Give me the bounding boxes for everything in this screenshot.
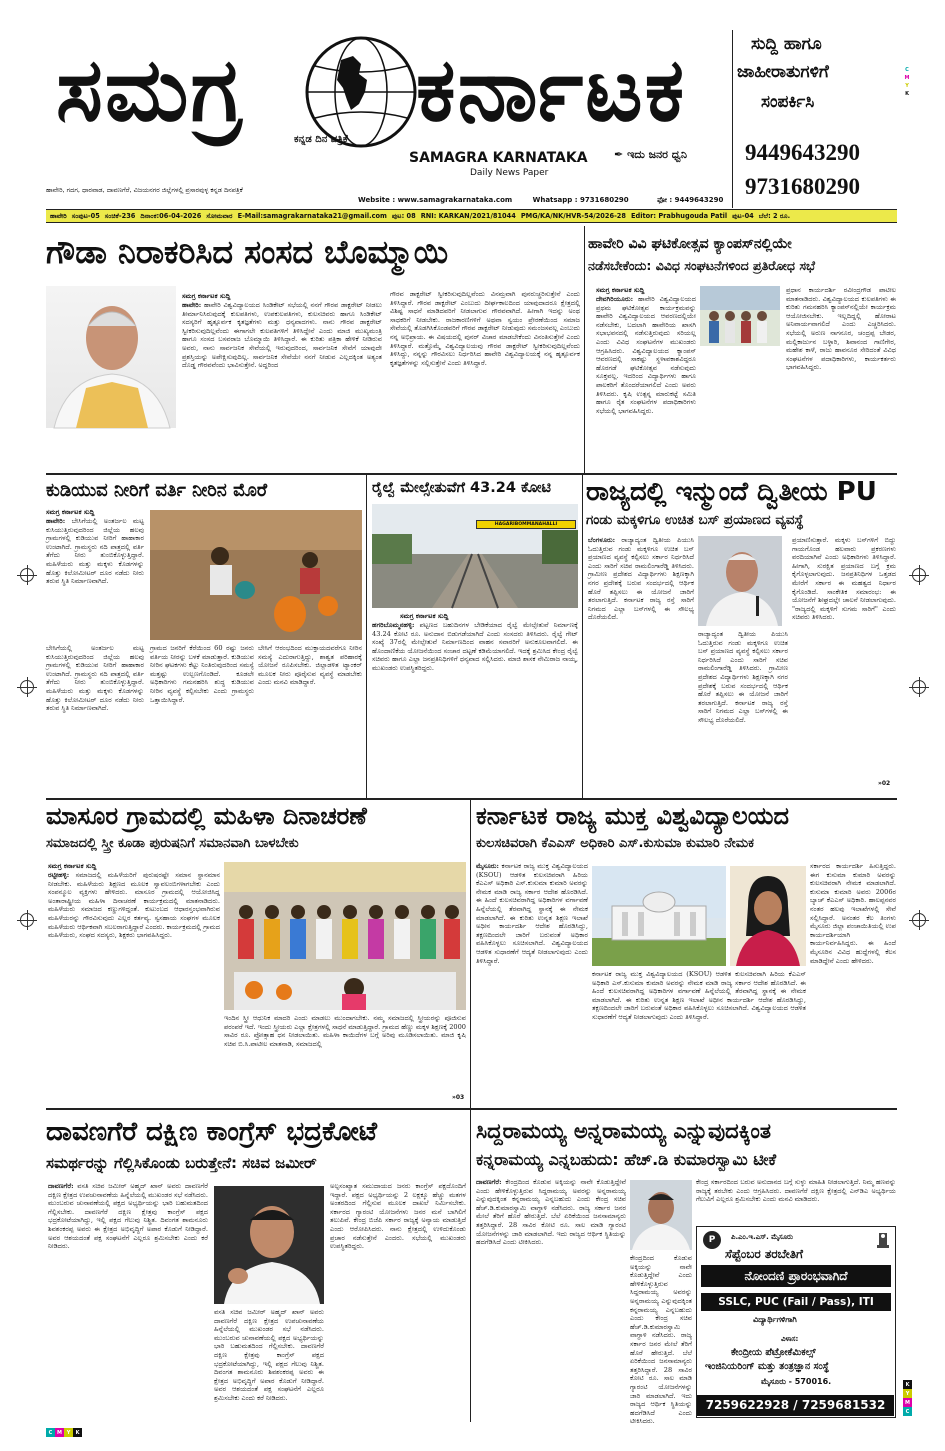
article-free-bus: ರಾಜ್ಯದಲ್ಲಿ ಇನ್ಮುಂದೆ ದ್ವಿತೀಯ PU ಗಂಡು ಮಕ್ಕಳಿಗೂ ಉಚಿತ ಬಸ್ ಪ್ರಯಾಣದ ವ್ಯವಸ್ಥೆ ಬೆಂಗಳೂರು: ರಾಜ್ಯಾದ್ಯಂತ ದ್ವಿತೀಯ ಪಿಯುಸಿ ಓದುತ್ತಿರುವ ಗಂಡು ಮಕ್ಕಳಿಗೂ ಉಚಿತ ಬಸ್ ಪ್ರಯಾಣದ ವ್ಯವಸ್ಥೆ ಕಲ್ಪಿಸಲು ಸರ್ಕಾರ ನಿರ್ಧರಿಸಿದೆ ಎಂದು ಸಾರಿಗೆ ಸಚಿವ ರಾಮಲಿಂಗಾರೆಡ್ಡಿ ತಿಳಿಸಿದರು. ಗ್ರಾಮೀಣ ಪ್ರದೇಶದ ವಿದ್ಯಾರ್ಥಿಗಳು ಶಿಕ್ಷಣಕ್ಕಾಗಿ ನಗರ ಪ್ರದೇಶಕ್ಕೆ ಬರುವ ಸಂದರ್ಭದಲ್ಲಿ ಆರ್ಥಿಕ ಹೊರೆ ತಪ್ಪಿಸಲು ಈ ಯೋಜನೆ ಜಾರಿಗೆ ತರಲಾಗುತ್ತಿದೆ. ಕರ್ನಾಟಕ ರಾಜ್ಯ ರಸ್ತೆ ಸಾರಿಗೆ ನಿಗಮದ ಎಲ್ಲಾ ಬಸ್‌ಗಳಲ್ಲಿ ಈ ಸೌಲಭ್ಯ ದೊರೆಯಲಿದೆ. ರಾಜ್ಯಾದ್ಯಂತ ದ್ವಿತೀಯ ಪಿಯುಸಿ ಓದುತ್ತಿರುವ ಗಂಡು ಮಕ್ಕಳಿಗೂ ಉಚಿತ ಬಸ್ ಪ್ರಯಾಣದ ವ್ಯವಸ್ಥೆ ಕಲ್ಪಿಸಲು ಸರ್ಕಾರ ನಿರ್ಧರಿಸಿದೆ ಎಂದು ಸಾರಿಗೆ ಸಚಿವ ರಾಮಲಿಂಗಾರೆಡ್ಡಿ ತಿಳಿಸಿದರು. ಗ್ರಾಮೀಣ ಪ್ರದೇಶದ ವಿದ್ಯಾರ್ಥಿಗಳು ಶಿಕ್ಷಣಕ್ಕಾಗಿ ನಗರ ಪ್ರದೇಶಕ್ಕೆ ಬರುವ ಸಂದರ್ಭದಲ್ಲಿ ಆರ್ಥಿಕ ಹೊರೆ ತಪ್ಪಿಸಲು ಈ ಯೋಜನೆ ಜಾರಿಗೆ ತರಲಾಗುತ್ತಿದೆ. ಕರ್ನಾಟಕ ರಾಜ್ಯ ರಸ್ತೆ ಸಾರಿಗೆ ನಿಗಮದ ಎಲ್ಲಾ ಬಸ್‌ಗಳಲ್ಲಿ ಈ ಸೌಲಭ್ಯ ದೊರೆಯಲಿದೆ. ಪ್ರಯಾಣಿಸುತ್ತಾರೆ. ಮಕ್ಕಳು ಬಸ್‌ಗಳಿಗೆ ಬಿದ್ದು ಗಾಯಗೊಂಡ ಹಲವಾರು ಪ್ರಕರಣಗಳು ವರದಿಯಾಗಿವೆ ಎಂದು ಅಧಿಕಾರಿಗಳು ತಿಳಿಸಿದ್ದಾರೆ. ಹೀಗಾಗಿ, ಸುರಕ್ಷಿತ ಪ್ರಯಾಣದ ಬಗ್ಗೆ ಕ್ರಮ ಕೈಗೊಳ್ಳಲಾಗುವುದು. ಜನಪ್ರತಿನಿಧಿಗಳ ಒತ್ತಡದ ಮೇರೆಗೆ ಸರ್ಕಾರ ಈ ಮಹತ್ವದ ನಿರ್ಧಾರ ಕೈಗೊಂಡಿದೆ. ಸಾಂಕೇತಿಕ ಸಮಾರಂಭ: ಈ ಯೋಜನೆಗೆ ಶೀಘ್ರದಲ್ಲೇ ಚಾಲನೆ ನೀಡಲಾಗುವುದು. "ರಾಜ್ಯದಲ್ಲಿ ಮಕ್ಕಳಿಗೆ ಸುಗಮ ಸಾರಿಗೆ" ಎಂದು ಸಚಿವರು ತಿಳಿಸಿದರು. »02 [586,476,898,796]
article-body-col2: ಕರ್ನಾಟಕ ರಾಜ್ಯ ಮುಕ್ತ ವಿಶ್ವವಿದ್ಯಾಲಯದ (KSOU) ಆಡಳಿತ ಕುಲಸಚಿವರಾಗಿ ಹಿರಿಯ ಕೆಎಎಸ್ ಅಧಿಕಾರಿ ಎಸ್.ಕುಸುಮಾ ಕುಮಾರಿ ಅವರನ್ನು ನೇಮಕ ಮಾಡಿ ರಾಜ್ಯ ಸರ್ಕಾರ ಆದೇಶ ಹೊರಡಿಸಿದೆ. ಈ ಹಿಂದೆ ಕುಲಸಚಿವರಾಗಿದ್ದ ಅಧಿಕಾರಿಗಳ ವರ್ಗಾವಣೆ ಹಿನ್ನೆಲೆಯಲ್ಲಿ ತೆರವಾಗಿದ್ದ ಸ್ಥಾನಕ್ಕೆ ಈ ನೇಮಕ ಮಾಡಲಾಗಿದೆ. ಈ ಕುರಿತು ಉನ್ನತ ಶಿಕ್ಷಣ ಇಲಾಖೆ ಅಧೀನ ಕಾರ್ಯದರ್ಶಿ ಆದೇಶ ಹೊರಡಿಸಿದ್ದು, ತಕ್ಷಣದಿಂದಲೇ ಜಾರಿಗೆ ಬರುವಂತೆ ಅಧಿಕಾರ ವಹಿಸಿಕೊಳ್ಳಲು ಸೂಚಿಸಲಾಗಿದೆ. ವಿಶ್ವವಿದ್ಯಾಲಯದ ಆಡಳಿತ ಸುಧಾರಣೆಗೆ ಆದ್ಯತೆ ನೀಡಲಾಗುವುದು ಎಂದು ತಿಳಿಸಿದ್ದಾರೆ. [592,970,806,1021]
registration-mark [912,680,926,694]
byline: ಸಮಗ್ರ ಕರ್ನಾಟಕ ಸುದ್ದಿ [48,862,97,870]
dateline: ಹಗರಿಬೊಮ್ಮನಹಳ್ಳಿ: [372,621,415,629]
subhead: ಕುಲಸಚಿವರಾಗಿ ಕೆಎಎಸ್ ಅಧಿಕಾರಿ ಎಸ್.ಕುಸುಮಾ ಕುಮಾರಿ ನೇಮಕ [476,836,754,851]
article-railway-bridge: ರೈಲ್ವೆ ಮೇಲ್ಸೇತುವೆಗೆ 43.24 ಕೋಟಿ HAGARIBOMMANAHALLI ಸಮಗ್ರ ಕರ್ನಾಟಕ ಸುದ್ದಿ ಹಗರಿಬೊಮ್ಮನಹಳ್ಳಿ: ಪಟ್ಟಣದ ಬಹುದಿನಗಳ ಬೇಡಿಕೆಯಾದ ರೈಲ್ವೆ ಮೇಲ್ಸೇತುವೆ ನಿರ್ಮಾಣಕ್ಕೆ 43.24 ಕೋಟಿ ರೂ. ಅನುದಾನ ಬಿಡುಗಡೆಯಾಗಿದೆ ಎಂದು ಸಂಸದರು ತಿಳಿಸಿದರು. ರೈಲ್ವೆ ಗೇಟ್ ಸಂಖ್ಯೆ 37ರಲ್ಲಿ ಮೇಲ್ಸೇತುವೆ ನಿರ್ಮಾಣದಿಂದ ವಾಹನ ಸವಾರರಿಗೆ ಅನುಕೂಲವಾಗಲಿದೆ. ಈ ಹೊಂದಾಣಿಕೆಯ ಯೋಜನೆಯಿಂದ ಸಂಚಾರ ದಟ್ಟಣೆ ಕಡಿಮೆಯಾಗಲಿದೆ. ಇದಕ್ಕೆ ಶ್ರಮಿಸಿದ ಕೇಂದ್ರ ರೈಲ್ವೆ ಸಚಿವರು ಹಾಗೂ ಎಲ್ಲಾ ಜನಪ್ರತಿನಿಧಿಗಳಿಗೆ ಧನ್ಯವಾದ ಸಲ್ಲಿಸಿದರು. ಮಾಜಿ ಶಾಸಕ ನೇಮಿರಾಜ ನಾಯ್ಕ, ಮುಖಂಡರು ಉಪಸ್ಥಿತರಿದ್ದರು. [372,480,578,672]
ad-top-label: ಪಿ.ಎಂ.ಇ.ಎಸ್. ಮೈಸೂರು [731,1233,793,1241]
article-haveri-protest: ಹಾವೇರಿ ವಿವಿ ಘಟಿಕೋತ್ಸವ ಕ್ಯಾಂಪಸ್‌ನಲ್ಲಿಯೇ ನಡೆಸಬೇಕೆಂದು: ವಿವಿಧ ಸಂಘಟನೆಗಳಿಂದ ಪ್ರತಿರೋಧ ಸಭೆ ಸಮಗ್ರ ಕರ್ನಾಟಕ ಸುದ್ದಿ ದೇವಗಿರಿಯೂರು: ಹಾವೇರಿ ವಿಶ್ವವಿದ್ಯಾಲಯದ ಪ್ರಥಮ ಘಟಿಕೋತ್ಸವ ಕಾರ್ಯಕ್ರಮವನ್ನು ಹಾವೇರಿ ವಿಶ್ವವಿದ್ಯಾಲಯದ ಆವರಣದಲ್ಲಿಯೇ ನಡೆಸಬೇಕು, ಬದಲಾಗಿ ಹಾವೇರಿಯ ಖಾಸಗಿ ಸಭಾಭವನದಲ್ಲಿ ನಡೆಸುತ್ತಿರುವುದು ಸರಿಯಲ್ಲ ಎಂದು ವಿವಿಧ ಸಂಘಟನೆಗಳ ಮುಖಂಡರು ಆಗ್ರಹಿಸಿದರು. ವಿಶ್ವವಿದ್ಯಾಲಯದ ಕ್ಯಾಂಪಸ್ ಆವರಣದಲ್ಲಿ ಸಾಕಷ್ಟು ಸ್ಥಳಾವಕಾಶವಿದ್ದರೂ ಹೊರಗಡೆ ಘಟಿಕೋತ್ಸವ ನಡೆಸುವುದು ಸೂಕ್ತವಲ್ಲ. ಇದರಿಂದ ವಿದ್ಯಾರ್ಥಿಗಳು ಹಾಗೂ ಪಾಲಕರಿಗೆ ತೊಂದರೆಯಾಗಲಿದೆ ಎಂದು ಅವರು ತಿಳಿಸಿದರು. ಕೃಷಿ ಉತ್ಪನ್ನ ಮಾರುಕಟ್ಟೆ ಸಮಿತಿ ಹಾಗೂ ರೈತ ಸಂಘಟನೆಗಳ ಪದಾಧಿಕಾರಿಗಳು ಸಭೆಯಲ್ಲಿ ಭಾಗವಹಿಸಿದ್ದರು. ಪ್ರಧಾನ ಕಾರ್ಯದರ್ಶಿ ರವೀಂದ್ರಗೌಡ ಪಾಟೀಲ ಮಾತನಾಡಿದರು. ವಿಶ್ವವಿದ್ಯಾಲಯದ ಕುಲಪತಿಗಳು ಈ ಕುರಿತು ಗಮನಹರಿಸಿ ಕ್ಯಾಂಪಸ್‌ನಲ್ಲಿಯೇ ಕಾರ್ಯಕ್ರಮ ಆಯೋಜಿಸಬೇಕು. ಇಲ್ಲದಿದ್ದಲ್ಲಿ ಹೋರಾಟ ಅನಿವಾರ್ಯವಾಗಲಿದೆ ಎಂದು ಎಚ್ಚರಿಸಿದರು. ಸಭೆಯಲ್ಲಿ ಅರುಣ ನಾಗನೂರ, ಚಂದ್ರಪ್ಪ ಬೇಡರ, ಮಲ್ಲಿಕಾರ್ಜುನ ಬಳ್ಳಾರಿ, ಶಿವಾನಂದ ಗಾಣಿಗೇರ, ಮಹೇಶ ಕಾಳೆ, ರಾಜು ಹಾವನೂರ ಸೇರಿದಂತೆ ವಿವಿಧ ಸಂಘಟನೆಗಳ ಪದಾಧಿಕಾರಿಗಳು, ಕಾರ್ಯಕರ್ತರು ಭಾಗವಹಿಸಿದ್ದರು. [588,226,898,472]
rule-v [366,474,367,798]
ad-line-3: ಸಂಪರ್ಕಿಸಿ [761,92,815,112]
masthead-slogan: ✒ ಇದು ಜನರ ಧ್ವನಿ [614,148,687,161]
dateline: ದೇವಗಿರಿಯೂರು: [596,295,634,303]
ad-phone-1: 9449643290 [745,140,860,165]
headline-line-1: ಹಾವೇರಿ ವಿವಿ ಘಟಿಕೋತ್ಸವ ಕ್ಯಾಂಪಸ್‌ನಲ್ಲಿಯೇ [588,236,792,252]
article-body-col3: ಪ್ರಯಾಣಿಸುತ್ತಾರೆ. ಮಕ್ಕಳು ಬಸ್‌ಗಳಿಗೆ ಬಿದ್ದು ಗಾಯಗೊಂಡ ಹಲವಾರು ಪ್ರಕರಣಗಳು ವರದಿಯಾಗಿವೆ ಎಂದು ಅಧಿಕಾರಿಗಳು ತಿಳಿಸಿದ್ದಾರೆ. ಹೀಗಾಗಿ, ಸುರಕ್ಷಿತ ಪ್ರಯಾಣದ ಬಗ್ಗೆ ಕ್ರಮ ಕೈಗೊಳ್ಳಲಾಗುವುದು. ಜನಪ್ರತಿನಿಧಿಗಳ ಒತ್ತಡದ ಮೇರೆಗೆ ಸರ್ಕಾರ ಈ ಮಹತ್ವದ ನಿರ್ಧಾರ ಕೈಗೊಂಡಿದೆ. ಸಾಂಕೇತಿಕ ಸಮಾರಂಭ: ಈ ಯೋಜನೆಗೆ ಶೀಘ್ರದಲ್ಲೇ ಚಾಲನೆ ನೀಡಲಾಗುವುದು. "ರಾಜ್ಯದಲ್ಲಿ ಮಕ್ಕಳಿಗೆ ಸುಗಮ ಸಾರಿಗೆ" ಎಂದು ಸಚಿವರು ತಿಳಿಸಿದರು. [792,536,896,622]
station-sign: HAGARIBOMMANAHALLI [476,520,576,529]
continued-marker: »02 [878,780,891,787]
ad-line-2: ಜಾಹೀರಾತುಗಳಿಗೆ [737,62,829,82]
article-body-col2: ಗೌರವ ಡಾಕ್ಟರೇಟ್ ಸ್ವೀಕರಿಸುವುದಿಲ್ಲವೆಂದು ವಿನಮ್ರವಾಗಿ ಪುನರುಚ್ಚರಿಸುತ್ತೇನೆ ಎಂದು ತಿಳಿಸಿದ್ದಾರೆ. ಗೌರವ ಡಾಕ್ಟರೇಟ್ ಎಂಬುದು ದೀರ್ಘಕಾಲದಿಂದ ಯಾವುದಾದರೂ ಕ್ಷೇತ್ರದಲ್ಲಿ ವಿಶಿಷ್ಟ ಸಾಧನೆ ಮಾಡಿದವರಿಗೆ ನೀಡಲಾಗುವ ಗೌರವವಾಗಿದೆ. ಹೀಗಾಗಿ ಇದನ್ನು ಅಂಥ ಸಾಧಕರಿಗೆ ನೀಡಬೇಕು. ರಾಜಕಾರಣಿಗಳಿಗೆ ಅಥವಾ ಸ್ವಯಂ ಪ್ರೇರಣೆಯಿಂದ ಸಮಾಜ ಸೇವೆಯಲ್ಲಿ ತೊಡಗಿಸಿಕೊಂಡವರಿಗೆ ಗೌರವ ಡಾಕ್ಟರೇಟ್ ನೀಡುವುದು ಸಮಂಜಸವಲ್ಲ ಎಂಬುದು ನನ್ನ ಅಭಿಪ್ರಾಯ. ಈ ವಿಷಯದಲ್ಲಿ ಪುನರ್ ವಿಚಾರ ಮಾಡಬೇಕೆಂದು ವಿನಂತಿಸುತ್ತೇನೆ ಎಂದು ತಿಳಿಸಿದ್ದಾರೆ. ಮತ್ತೊಮ್ಮೆ ವಿಶ್ವವಿದ್ಯಾಲಯವು ಗೌರವ ಡಾಕ್ಟರೇಟ್ ಸ್ವೀಕರಿಸುವುದಿಲ್ಲವೆಂದು ತಿಳಿಸಿದ್ದು, ನನ್ನನ್ನು ಗೌರವಿಸಲು ನಿರ್ಧರಿಸಿದ ಹಾವೇರಿ ವಿಶ್ವವಿದ್ಯಾಲಯಕ್ಕೆ ನನ್ನ ಹೃತ್ಪೂರ್ವಕ ಕೃತಜ್ಞತೆಗಳನ್ನು ಸಲ್ಲಿಸುತ್ತೇನೆ ಎಂದು ತಿಳಿಸಿದ್ದಾರೆ. [390,290,580,367]
registration-mark [20,913,34,927]
byline: ಸಮಗ್ರ ಕರ್ನಾಟಕ ಸುದ್ದಿ [182,292,231,300]
subhead: ಸಮಾಜದಲ್ಲಿ ಸ್ತ್ರೀ ಕೂಡಾ ಪುರುಷನಿಗೆ ಸಮಾನವಾಗಿ ಬಾಳಬೇಕು [46,836,299,851]
byline: ಸಮಗ್ರ ಕರ್ನಾಟಕ ಸುದ್ದಿ [596,286,645,294]
byline: ಸಮಗ್ರ ಕರ್ನಾಟಕ ಸುದ್ದಿ [400,612,449,620]
masthead [46,30,731,208]
headline-line-1: ರಾಜ್ಯದಲ್ಲಿ ಇನ್ಮುಂದೆ ದ್ವಿತೀಯ PU [586,477,877,507]
dateline: ರಟ್ಟೀಹಳ್ಳಿ: [48,871,70,879]
rule-h [46,473,897,475]
ad-institute-1: ಕೇಂದ್ರೀಯ ಪೆಟ್ರೋಕೆಮಿಕಲ್ಸ್ [731,1347,816,1358]
dateline: ಮೈಸೂರು: [476,862,499,870]
kusuma-kumari-photo [730,866,806,966]
dateline: ದಾವಣಗೆರೆ: [48,1182,74,1190]
subhead: ಕನ್ನರಾಮಯ್ಯ ಎನ್ನಬಹುದು: ಹೆಚ್.ಡಿ ಕುಮಾರಸ್ವಾಮಿ ಟೀಕೆ [476,1150,777,1169]
subhead: ಸಮರ್ಥರನ್ನು ಗೆಲ್ಲಿಸಿಕೊಂಡು ಬರುತ್ತೇನೆ: ಸಚಿವ ಜಮೀರ್ [46,1154,317,1172]
article-body-col2: ರಾಜ್ಯಾದ್ಯಂತ ದ್ವಿತೀಯ ಪಿಯುಸಿ ಓದುತ್ತಿರುವ ಗಂಡು ಮಕ್ಕಳಿಗೂ ಉಚಿತ ಬಸ್ ಪ್ರಯಾಣದ ವ್ಯವಸ್ಥೆ ಕಲ್ಪಿಸಲು ಸರ್ಕಾರ ನಿರ್ಧರಿಸಿದೆ ಎಂದು ಸಾರಿಗೆ ಸಚಿವ ರಾಮಲಿಂಗಾರೆಡ್ಡಿ ತಿಳಿಸಿದರು. ಗ್ರಾಮೀಣ ಪ್ರದೇಶದ ವಿದ್ಯಾರ್ಥಿಗಳು ಶಿಕ್ಷಣಕ್ಕಾಗಿ ನಗರ ಪ್ರದೇಶಕ್ಕೆ ಬರುವ ಸಂದರ್ಭದಲ್ಲಿ ಆರ್ಥಿಕ ಹೊರೆ ತಪ್ಪಿಸಲು ಈ ಯೋಜನೆ ಜಾರಿಗೆ ತರಲಾಗುತ್ತಿದೆ. ಕರ್ನಾಟಕ ರಾಜ್ಯ ರಸ್ತೆ ಸಾರಿಗೆ ನಿಗಮದ ಎಲ್ಲಾ ಬಸ್‌ಗಳಲ್ಲಿ ಈ ಸೌಲಭ್ಯ ದೊರೆಯಲಿದೆ. [698,630,788,724]
rule-v [582,474,583,798]
ksou-building-photo [592,866,726,966]
dateline: ಹಾವೇರಿ: [182,301,202,309]
quill-icon: ✒ [614,148,624,161]
headline: ಸಿದ್ದರಾಮಯ್ಯ ಅನ್ನರಾಮಯ್ಯ ಎನ್ನುವುದಕ್ಕಿಂತ [476,1119,771,1143]
protest-photo [700,286,780,346]
rule-v [470,1109,471,1422]
ad-audience: ವಿದ್ಯಾರ್ಥಿಗಳಿಗಾಗಿ [753,1315,797,1324]
headline: ದಾವಣಗೆರೆ ದಕ್ಷಿಣ ಕಾಂಗ್ರೆಸ್ ಭದ್ರಕೋಟೆ [46,1117,377,1147]
masthead-contact-line: Website : www.samagrakarnataka.com Whatsapp : 9731680290 ಫೋ : 9449643290 [358,196,724,204]
rule-v [470,799,471,1108]
article-body-col1b: ಕೇಂದ್ರದಿಂದ ಕೊಡುವ ಅಕ್ಕಿಯನ್ನು ನಾವೇ ಕೊಡುತ್ತಿದ್ದೇವೆ ಎಂದು ಹೇಳಿಕೊಳ್ಳುತ್ತಿರುವ ಸಿದ್ದರಾಮಯ್ಯ ಅವರನ್ನು ಅನ್ನರಾಮಯ್ಯ ಎನ್ನುವುದಕ್ಕಿಂತ ಕನ್ನರಾಮಯ್ಯ ಎನ್ನಬಹುದು ಎಂದು ಕೇಂದ್ರ ಸಚಿವ ಹೆಚ್.ಡಿ.ಕುಮಾರಸ್ವಾಮಿ ವಾಗ್ದಾಳಿ ನಡೆಸಿದರು. ರಾಜ್ಯ ಸರ್ಕಾರ ಜನರ ಮೇಲೆ ತೆರಿಗೆ ಹೊರೆ ಹೇರುತ್ತಿದೆ. ಬೆಲೆ ಏರಿಕೆಯಿಂದ ಜನಸಾಮಾನ್ಯರು ತತ್ತರಿಸಿದ್ದಾರೆ. 28 ಸಾವಿರ ಕೋಟಿ ರೂ. ಸಾಲ ಮಾಡಿ ಗ್ಯಾರಂಟಿ ಯೋಜನೆಗಳನ್ನು ಜಾರಿ ಮಾಡಲಾಗಿದೆ. ಇದು ರಾಜ್ಯದ ಆರ್ಥಿಕ ಸ್ಥಿತಿಯನ್ನು ಹದಗೆಡಿಸಿದೆ ಎಂದು ಟೀಕಿಸಿದರು. [630,1254,692,1426]
rule-v [584,226,585,473]
emblem-icon [875,1231,891,1249]
masthead-title-right: ಕರ್ನಾಟಕ [416,38,687,141]
masthead-name-en: SAMAGRA KARNATAKA [409,150,588,166]
ad-banner: ನೋಂದಣಿ ಪ್ರಾರಂಭವಾಗಿದೆ [701,1265,891,1287]
article-body-col2: ಕೇಂದ್ರ ಸರ್ಕಾರದಿಂದ ಬರುವ ಅನುದಾನದ ಬಗ್ಗೆ ಸುಳ್ಳು ಮಾಹಿತಿ ನೀಡಲಾಗುತ್ತಿದೆ. ನಿಮ್ಮ ಹಣವನ್ನು ರಾಜ್ಯಕ್ಕೆ ತರಬೇಕು ಎಂದು ಆಗ್ರಹಿಸಿದರು. ದಾವಣಗೆರೆ ದಕ್ಷಿಣ ಕ್ಷೇತ್ರದಲ್ಲಿ ಎನ್‌ಡಿಎ ಅಭ್ಯರ್ಥಿಯ ಗೆಲುವಿಗೆ ಎಲ್ಲರೂ ಶ್ರಮಿಸಬೇಕು ಎಂದು ಮನವಿ ಮಾಡಿದರು. [696,1178,896,1204]
article-body-col2: ಗ್ರಾಮದ ಜನರಿಗೆ ಕೆರೆಯಿಂದ 60 ರಷ್ಟು ಜನರು ವರ್ತಿಯ ನೀರನ್ನು ಬಳಕೆ ಮಾಡುತ್ತಾರೆ. ಕುಡಿಯುವ ನೀರಿನ ಘಟಕಗಳು ಕೆಟ್ಟು ನಿಂತಿರುವುದರಿಂದ ಸಮಸ್ಯೆ ಮತ್ತಷ್ಟು ಉಲ್ಬಣಗೊಂಡಿದೆ. ಕೂಡಲೇ ಅಧಿಕಾರಿಗಳು ಗಮನಹರಿಸಿ ಶುದ್ಧ ಕುಡಿಯುವ ನೀರಿನ ವ್ಯವಸ್ಥೆ ಕಲ್ಪಿಸಬೇಕು ಎಂದು ಗ್ರಾಮಸ್ಥರು ಒತ್ತಾಯಿಸಿದ್ದಾರೆ. [150,644,254,704]
cmyk-strip-bottom: C M Y K [46,1428,82,1437]
article-davangere-congress: ದಾವಣಗೆರೆ ದಕ್ಷಿಣ ಕಾಂಗ್ರೆಸ್ ಭದ್ರಕೋಟೆ ಸಮರ್ಥರನ್ನು ಗೆಲ್ಲಿಸಿಕೊಂಡು ಬರುತ್ತೇನೆ: ಸಚಿವ ಜಮೀರ್ ದಾವಣಗೆರೆ: ವಸತಿ ಸಚಿವ ಜಮೀರ್ ಅಹ್ಮದ್ ಖಾನ್ ಅವರು ದಾವಣಗೆರೆ ದಕ್ಷಿಣ ಕ್ಷೇತ್ರದ ಉಪಚುನಾವಣೆಯ ಹಿನ್ನೆಲೆಯಲ್ಲಿ ಮುಖಂಡರ ಸಭೆ ನಡೆಸಿದರು. ಮುಂಬರುವ ಚುನಾವಣೆಯಲ್ಲಿ ಪಕ್ಷದ ಅಭ್ಯರ್ಥಿಯನ್ನು ಭಾರಿ ಬಹುಮತದಿಂದ ಗೆಲ್ಲಿಸಬೇಕು. ದಾವಣಗೆರೆ ದಕ್ಷಿಣ ಕ್ಷೇತ್ರವು ಕಾಂಗ್ರೆಸ್ ಪಕ್ಷದ ಭದ್ರಕೋಟೆಯಾಗಿದ್ದು, ಇಲ್ಲಿ ಪಕ್ಷದ ಗೆಲುವು ನಿಶ್ಚಿತ. ದಿವಂಗತ ಶಾಮನೂರು ಶಿವಶಂಕರಪ್ಪ ಅವರು ಈ ಕ್ಷೇತ್ರದ ಅಭಿವೃದ್ಧಿಗೆ ಅಪಾರ ಕೊಡುಗೆ ನೀಡಿದ್ದಾರೆ. ಅವರ ಆಶಯದಂತೆ ಪಕ್ಷ ಸಂಘಟನೆಗೆ ಎಲ್ಲರೂ ಶ್ರಮಿಸಬೇಕು ಎಂದು ಕರೆ ನೀಡಿದರು. ಅಲ್ಪಸಂಖ್ಯಾತ ಸಮುದಾಯದ ಜನರು ಕಾಂಗ್ರೆಸ್ ಪಕ್ಷದೊಂದಿಗೆ ಇದ್ದಾರೆ. ಪಕ್ಷದ ಅಭ್ಯರ್ಥಿಯನ್ನು 2 ಲಕ್ಷಕ್ಕೂ ಹೆಚ್ಚು ಮತಗಳ ಅಂತರದಿಂದ ಗೆಲ್ಲಿಸುವ ಮೂಲಕ ದಾಖಲೆ ನಿರ್ಮಿಸಬೇಕು. ಸರ್ಕಾರದ ಗ್ಯಾರಂಟಿ ಯೋಜನೆಗಳು ಜನರ ಮನೆ ಬಾಗಿಲಿಗೆ ತಲುಪಿವೆ. ಕೇಂದ್ರ ಬಿಜೆಪಿ ಸರ್ಕಾರ ರಾಜ್ಯಕ್ಕೆ ಅನ್ಯಾಯ ಮಾಡುತ್ತಿದೆ ಎಂದು ಆರೋಪಿಸಿದರು. ನಾನು ಕ್ಷೇತ್ರದಲ್ಲಿ ಉಳಿದುಕೊಂಡು ಪ್ರಚಾರ ನಡೆಸುತ್ತೇನೆ ಎಂದರು. ಸಭೆಯಲ್ಲಿ ಮುಖಂಡರು ಉಪಸ್ಥಿತರಿದ್ದರು. ವಸತಿ ಸಚಿವ ಜಮೀರ್ ಅಹ್ಮದ್ ಖಾನ್ ಅವರು ದಾವಣಗೆರೆ ದಕ್ಷಿಣ ಕ್ಷೇತ್ರದ ಉಪಚುನಾವಣೆಯ ಹಿನ್ನೆಲೆಯಲ್ಲಿ ಮುಖಂಡರ ಸಭೆ ನಡೆಸಿದರು. ಮುಂಬರುವ ಚುನಾವಣೆಯಲ್ಲಿ ಪಕ್ಷದ ಅಭ್ಯರ್ಥಿಯನ್ನು ಭಾರಿ ಬಹುಮತದಿಂದ ಗೆಲ್ಲಿಸಬೇಕು. ದಾವಣಗೆರೆ ದಕ್ಷಿಣ ಕ್ಷೇತ್ರವು ಕಾಂಗ್ರೆಸ್ ಪಕ್ಷದ ಭದ್ರಕೋಟೆಯಾಗಿದ್ದು, ಇಲ್ಲಿ ಪಕ್ಷದ ಗೆಲುವು ನಿಶ್ಚಿತ. ದಿವಂಗತ ಶಾಮನೂರು ಶಿವಶಂಕರಪ್ಪ ಅವರು ಈ ಕ್ಷೇತ್ರದ ಅಭಿವೃದ್ಧಿಗೆ ಅಪಾರ ಕೊಡುಗೆ ನೀಡಿದ್ದಾರೆ. ಅವರ ಆಶಯದಂತೆ ಪಕ್ಷ ಸಂಘಟನೆಗೆ ಎಲ್ಲರೂ ಶ್ರಮಿಸಬೇಕು ಎಂದು ಕರೆ ನೀಡಿದರು. [46,1110,468,1420]
headline: ಕರ್ನಾಟಕ ರಾಜ್ಯ ಮುಕ್ತ ವಿಶ್ವವಿದ್ಯಾಲಯದ [476,802,789,830]
ad-institute-2: ಇಂಜಿನಿಯರಿಂಗ್ ಮತ್ತು ತಂತ್ರಜ್ಞಾನ ಸಂಸ್ಥೆ [705,1361,830,1372]
headline-line-2: ಗಂಡು ಮಕ್ಕಳಿಗೂ ಉಚಿತ ಬಸ್ ಪ್ರಯಾಣದ ವ್ಯವಸ್ಥೆ [586,512,804,528]
headline-line-2: ನಡೆಸಬೇಕೆಂದು: ವಿವಿಧ ಸಂಘಟನೆಗಳಿಂದ ಪ್ರತಿರೋಧ ಸಭೆ [588,258,815,273]
article-body-col3: ಬೇಸಿಗೆ ಆರಂಭದಿಂದ ಮುಕ್ತಾಯದವರೆಗೂ ನೀರಿನ ಸಮಸ್ಯೆ ಎದುರಾಗುತ್ತಿದ್ದು, ಶಾಶ್ವತ ಪರಿಹಾರಕ್ಕೆ ಯೋಜನೆ ರೂಪಿಸಬೇಕು. ಜಿಲ್ಲಾಡಳಿತ ಟ್ಯಾಂಕರ್ ಮೂಲಕ ನೀರು ಪೂರೈಸುವ ವ್ಯವಸ್ಥೆ ಮಾಡಬೇಕು ಎಂದು ಮನವಿ ಮಾಡಿದ್ದಾರೆ. [258,644,362,687]
info-bar: ಹಾವೇರಿ ಸಂಪುಟ-05 ಸಂಚಿಕೆ-236 ದಿನಾಂಕ:06-04-2026 ಸೋಮವಾರ E-Mail:samagrakarnataka21@gmail.com ಪುಟ: 08 RNI: KARKAN/2021/81044 PMG/KA/NK/HVR-54/2026-28 Editor: Prabhugouda Patil ಪುಟ-04 ಬೆಲೆ: 2 ರೂ. [46,209,897,223]
registration-mark [912,568,926,582]
masthead-tagline: ಕನ್ನಡ ದಿನ ಪತ್ರಿಕೆ [294,134,348,145]
ad-phones: 7259622928 / 7259681532 [697,1395,894,1416]
cmyk-vertical-top: C M Y K [904,67,910,97]
masthead-title-left: ಸಮಗ್ರ [56,38,244,141]
article-body-col2b: ವಸತಿ ಸಚಿವ ಜಮೀರ್ ಅಹ್ಮದ್ ಖಾನ್ ಅವರು ದಾವಣಗೆರೆ ದಕ್ಷಿಣ ಕ್ಷೇತ್ರದ ಉಪಚುನಾವಣೆಯ ಹಿನ್ನೆಲೆಯಲ್ಲಿ ಮುಖಂಡರ ಸಭೆ ನಡೆಸಿದರು. ಮುಂಬರುವ ಚುನಾವಣೆಯಲ್ಲಿ ಪಕ್ಷದ ಅಭ್ಯರ್ಥಿಯನ್ನು ಭಾರಿ ಬಹುಮತದಿಂದ ಗೆಲ್ಲಿಸಬೇಕು. ದಾವಣಗೆರೆ ದಕ್ಷಿಣ ಕ್ಷೇತ್ರವು ಕಾಂಗ್ರೆಸ್ ಪಕ್ಷದ ಭದ್ರಕೋಟೆಯಾಗಿದ್ದು, ಇಲ್ಲಿ ಪಕ್ಷದ ಗೆಲುವು ನಿಶ್ಚಿತ. ದಿವಂಗತ ಶಾಮನೂರು ಶಿವಶಂಕರಪ್ಪ ಅವರು ಈ ಕ್ಷೇತ್ರದ ಅಭಿವೃದ್ಧಿಗೆ ಅಪಾರ ಕೊಡುಗೆ ನೀಡಿದ್ದಾರೆ. ಅವರ ಆಶಯದಂತೆ ಪಕ್ಷ ಸಂಘಟನೆಗೆ ಎಲ್ಲರೂ ಶ್ರಮಿಸಬೇಕು ಎಂದು ಕರೆ ನೀಡಿದರು. [214,1308,324,1402]
ad-phone-2: 9731680290 [745,174,860,199]
headline: ರೈಲ್ವೆ ಮೇಲ್ಸೇತುವೆಗೆ 43.24 ಕೋಟಿ [372,480,551,496]
headline: ಗೌಡಾ ನಿರಾಕರಿಸಿದ ಸಂಸದ ಬೊಮ್ಮಾಯಿ [46,233,449,271]
water-photo [150,510,362,640]
article-body-col2: ಇಂದಿನ ಸ್ತ್ರೀ ಆಧುನಿಕ ಮಾದರಿ ಎಂದು ಮಾಡಲು ಮುಂದಾಗಬೇಕು. ನಮ್ಮ ಸಮಾಜದಲ್ಲಿ ಸ್ತ್ರೀಯರನ್ನು ಪೂಜಿಸುವ ಪರಂಪರೆ ಇದೆ. ಇಂದು ಸ್ತ್ರೀಯರು ಎಲ್ಲಾ ಕ್ಷೇತ್ರಗಳಲ್ಲಿ ಸಾಧನೆ ಮಾಡುತ್ತಿದ್ದಾರೆ. ಗ್ರಾಮದ ಹೆಣ್ಣು ಮಕ್ಕಳ ಶಿಕ್ಷಣಕ್ಕೆ 2000 ಸಾವಿರ ರೂ. ಪ್ರೋತ್ಸಾಹ ಧನ ನೀಡಲಾಯಿತು. ಮಹಿಳಾ ಕಾಯಿದೆಗಳ ಬಗ್ಗೆ ಅರಿವು ಮೂಡಿಸಲಾಯಿತು. ಮಾಜಿ ಕೃಷಿ ಸಚಿವ ಬಿ.ಸಿ.ಪಾಟೀಲ ಮಾತನಾಡಿ, ಸಮಾಜದಲ್ಲಿ [224,1014,466,1048]
cmyk-strip-right: K Y M C [903,1380,912,1416]
kumaraswamy-photo [630,1180,692,1250]
article-body-col2: ಅಲ್ಪಸಂಖ್ಯಾತ ಸಮುದಾಯದ ಜನರು ಕಾಂಗ್ರೆಸ್ ಪಕ್ಷದೊಂದಿಗೆ ಇದ್ದಾರೆ. ಪಕ್ಷದ ಅಭ್ಯರ್ಥಿಯನ್ನು 2 ಲಕ್ಷಕ್ಕೂ ಹೆಚ್ಚು ಮತಗಳ ಅಂತರದಿಂದ ಗೆಲ್ಲಿಸುವ ಮೂಲಕ ದಾಖಲೆ ನಿರ್ಮಿಸಬೇಕು. ಸರ್ಕಾರದ ಗ್ಯಾರಂಟಿ ಯೋಜನೆಗಳು ಜನರ ಮನೆ ಬಾಗಿಲಿಗೆ ತಲುಪಿವೆ. ಕೇಂದ್ರ ಬಿಜೆಪಿ ಸರ್ಕಾರ ರಾಜ್ಯಕ್ಕೆ ಅನ್ಯಾಯ ಮಾಡುತ್ತಿದೆ ಎಂದು ಆರೋಪಿಸಿದರು. ನಾನು ಕ್ಷೇತ್ರದಲ್ಲಿ ಉಳಿದುಕೊಂಡು ಪ್ರಚಾರ ನಡೆಸುತ್ತೇನೆ ಎಂದರು. ಸಭೆಯಲ್ಲಿ ಮುಖಂಡರು ಉಪಸ್ಥಿತರಿದ್ದರು. [330,1182,466,1251]
ad-courses: SSLC, PUC (Fail / Pass), ITI [701,1293,891,1311]
ad-headline-1: ಸೆಪ್ಟೆಂಬರ ತರಬೇತಿಗೆ [725,1247,804,1261]
ad-address-label: ವಿಳಾಸ: [781,1335,799,1343]
minister-photo [698,536,782,626]
portrait-icon [46,286,176,428]
article-body-col1b: ಬೇಸಿಗೆಯಲ್ಲಿ ಅಂತರ್ಜಲ ಮಟ್ಟ ಕುಸಿಯುತ್ತಿರುವುದರಿಂದ ಜಿಲ್ಲೆಯ ಹಲವು ಗ್ರಾಮಗಳಲ್ಲಿ ಕುಡಿಯುವ ನೀರಿಗೆ ಹಾಹಾಕಾರ ಉಂಟಾಗಿದೆ. ಗ್ರಾಮಸ್ಥರು ನದಿ ಪಾತ್ರದಲ್ಲಿ ವರ್ತಿ ತೆಗೆದು ನೀರು ತುಂಬಿಕೊಳ್ಳುತ್ತಿದ್ದಾರೆ. ಮಹಿಳೆಯರು ಮತ್ತು ಮಕ್ಕಳು ಕೊಡಗಳನ್ನು ಹೊತ್ತು ಕಿಲೋಮೀಟರ್ ದೂರ ನಡೆದು ನೀರು ತರುವ ಸ್ಥಿತಿ ನಿರ್ಮಾಣವಾಗಿದೆ. [46,644,144,713]
womens-day-photo [224,862,466,1010]
article-ksou: ಕರ್ನಾಟಕ ರಾಜ್ಯ ಮುಕ್ತ ವಿಶ್ವವಿದ್ಯಾಲಯದ ಕುಲಸಚಿವರಾಗಿ ಕೆಎಎಸ್ ಅಧಿಕಾರಿ ಎಸ್.ಕುಸುಮಾ ಕುಮಾರಿ ನೇಮಕ ಮೈಸೂರು: ಕರ್ನಾಟಕ ರಾಜ್ಯ ಮುಕ್ತ ವಿಶ್ವವಿದ್ಯಾಲಯದ (KSOU) ಆಡಳಿತ ಕುಲಸಚಿವರಾಗಿ ಹಿರಿಯ ಕೆಎಎಸ್ ಅಧಿಕಾರಿ ಎಸ್.ಕುಸುಮಾ ಕುಮಾರಿ ಅವರನ್ನು ನೇಮಕ ಮಾಡಿ ರಾಜ್ಯ ಸರ್ಕಾರ ಆದೇಶ ಹೊರಡಿಸಿದೆ. ಈ ಹಿಂದೆ ಕುಲಸಚಿವರಾಗಿದ್ದ ಅಧಿಕಾರಿಗಳ ವರ್ಗಾವಣೆ ಹಿನ್ನೆಲೆಯಲ್ಲಿ ತೆರವಾಗಿದ್ದ ಸ್ಥಾನಕ್ಕೆ ಈ ನೇಮಕ ಮಾಡಲಾಗಿದೆ. ಈ ಕುರಿತು ಉನ್ನತ ಶಿಕ್ಷಣ ಇಲಾಖೆ ಅಧೀನ ಕಾರ್ಯದರ್ಶಿ ಆದೇಶ ಹೊರಡಿಸಿದ್ದು, ತಕ್ಷಣದಿಂದಲೇ ಜಾರಿಗೆ ಬರುವಂತೆ ಅಧಿಕಾರ ವಹಿಸಿಕೊಳ್ಳಲು ಸೂಚಿಸಲಾಗಿದೆ. ವಿಶ್ವವಿದ್ಯಾಲಯದ ಆಡಳಿತ ಸುಧಾರಣೆಗೆ ಆದ್ಯತೆ ನೀಡಲಾಗುವುದು ಎಂದು ತಿಳಿಸಿದ್ದಾರೆ. ಕರ್ನಾಟಕ ರಾಜ್ಯ ಮುಕ್ತ ವಿಶ್ವವಿದ್ಯಾಲಯದ (KSOU) ಆಡಳಿತ ಕುಲಸಚಿವರಾಗಿ ಹಿರಿಯ ಕೆಎಎಸ್ ಅಧಿಕಾರಿ ಎಸ್.ಕುಸುಮಾ ಕುಮಾರಿ ಅವರನ್ನು ನೇಮಕ ಮಾಡಿ ರಾಜ್ಯ ಸರ್ಕಾರ ಆದೇಶ ಹೊರಡಿಸಿದೆ. ಈ ಹಿಂದೆ ಕುಲಸಚಿವರಾಗಿದ್ದ ಅಧಿಕಾರಿಗಳ ವರ್ಗಾವಣೆ ಹಿನ್ನೆಲೆಯಲ್ಲಿ ತೆರವಾಗಿದ್ದ ಸ್ಥಾನಕ್ಕೆ ಈ ನೇಮಕ ಮಾಡಲಾಗಿದೆ. ಈ ಕುರಿತು ಉನ್ನತ ಶಿಕ್ಷಣ ಇಲಾಖೆ ಅಧೀನ ಕಾರ್ಯದರ್ಶಿ ಆದೇಶ ಹೊರಡಿಸಿದ್ದು, ತಕ್ಷಣದಿಂದಲೇ ಜಾರಿಗೆ ಬರುವಂತೆ ಅಧಿಕಾರ ವಹಿಸಿಕೊಳ್ಳಲು ಸೂಚಿಸಲಾಗಿದೆ. ವಿಶ್ವವಿದ್ಯಾಲಯದ ಆಡಳಿತ ಸುಧಾರಣೆಗೆ ಆದ್ಯತೆ ನೀಡಲಾಗುವುದು ಎಂದು ತಿಳಿಸಿದ್ದಾರೆ. ಸರ್ಕಾರದ ಕಾರ್ಯದರ್ಶಿ ಹಿಸುತ್ತಿದ್ದರು. ಈಗ ಕುಸುಮಾ ಕುಮಾರಿ ಅವರನ್ನು ಕುಲಸಚಿವರಾಗಿ ನೇಮಕ ಮಾಡಲಾಗಿದೆ. ಕುಸುಮಾ ಕುಮಾರಿ ಅವರು 2006ರ ಬ್ಯಾಚ್ ಕೆಎಎಸ್ ಅಧಿಕಾರಿ. ಹಾಲಪ್ಪನವರ ನಂತರ ಹಲವು ಇಲಾಖೆಗಳಲ್ಲಿ ಸೇವೆ ಸಲ್ಲಿಸಿದ್ದಾರೆ. ಅನಂತರ ಕೆಲ ತಿಂಗಳು ಮೈಸೂರು ಜಿಲ್ಲಾ ಪಂಚಾಯಿತಿಯಲ್ಲಿ ಉಪ ಕಾರ್ಯದರ್ಶಿಯಾಗಿ ಕಾರ್ಯನಿರ್ವಹಿಸಿದ್ದರು. ಈ ಹಿಂದೆ ಮೈಸೂರಿನ ವಿವಿಧ ಹುದ್ದೆಗಳಲ್ಲಿ ಕೆಲಸ ಮಾಡಿದ್ದೇನೆ ಎಂದು ಹೇಳಿದರು. [474,800,898,1106]
article-womens-day: ಮಾಸೂರ ಗ್ರಾಮದಲ್ಲಿ ಮಹಿಳಾ ದಿನಾಚರಣೆ ಸಮಾಜದಲ್ಲಿ ಸ್ತ್ರೀ ಕೂಡಾ ಪುರುಷನಿಗೆ ಸಮಾನವಾಗಿ ಬಾಳಬೇಕು ಸಮಗ್ರ ಕರ್ನಾಟಕ ಸುದ್ದಿ ರಟ್ಟೀಹಳ್ಳಿ: ಸಮಾಜದಲ್ಲಿ ಮಹಿಳೆಯರಿಗೆ ಪುರುಷರಷ್ಟೇ ಸಮಾನ ಸ್ಥಾನಮಾನ ನೀಡಬೇಕು. ಮಹಿಳೆಯರು ಶಿಕ್ಷಣದ ಮೂಲಕ ಸ್ವಾವಲಂಬಿಗಳಾಗಬೇಕು ಎಂದು ಸಂಪನ್ಮೂಲ ವ್ಯಕ್ತಿಗಳು ಹೇಳಿದರು. ಮಾಸೂರ ಗ್ರಾಮದಲ್ಲಿ ಆಯೋಜಿಸಿದ್ದ ಅಂತಾರಾಷ್ಟ್ರೀಯ ಮಹಿಳಾ ದಿನಾಚರಣೆ ಕಾರ್ಯಕ್ರಮದಲ್ಲಿ ಮಾತನಾಡಿದರು. ಮಹಿಳೆಯರು ಸಮಾಜದ ಕಣ್ಣುಗಳಿದ್ದಂತೆ. ಕುಟುಂಬದ ಆಧಾರಸ್ತಂಭವಾಗಿರುವ ಮಹಿಳೆಯರನ್ನು ಗೌರವಿಸುವುದು ಎಲ್ಲರ ಕರ್ತವ್ಯ. ಸ್ವಸಹಾಯ ಸಂಘಗಳ ಮೂಲಕ ಮಹಿಳೆಯರು ಆರ್ಥಿಕವಾಗಿ ಸಬಲರಾಗುತ್ತಿದ್ದಾರೆ ಎಂದರು. ಕಾರ್ಯಕ್ರಮದಲ್ಲಿ ಗ್ರಾಮದ ಮಹಿಳೆಯರು, ಸಂಘದ ಸದಸ್ಯರು, ಶಿಕ್ಷಕರು ಭಾಗವಹಿಸಿದ್ದರು. ಇಂದಿನ ಸ್ತ್ರೀ ಆಧುನಿಕ ಮಾದರಿ ಎಂದು ಮಾಡಲು ಮುಂದಾಗಬೇಕು. ನಮ್ಮ ಸಮಾಜದಲ್ಲಿ ಸ್ತ್ರೀಯರನ್ನು ಪೂಜಿಸುವ ಪರಂಪರೆ ಇದೆ. ಇಂದು ಸ್ತ್ರೀಯರು ಎಲ್ಲಾ ಕ್ಷೇತ್ರಗಳಲ್ಲಿ ಸಾಧನೆ ಮಾಡುತ್ತಿದ್ದಾರೆ. ಗ್ರಾಮದ ಹೆಣ್ಣು ಮಕ್ಕಳ ಶಿಕ್ಷಣಕ್ಕೆ 2000 ಸಾವಿರ ರೂ. ಪ್ರೋತ್ಸಾಹ ಧನ ನೀಡಲಾಯಿತು. ಮಹಿಳಾ ಕಾಯಿದೆಗಳ ಬಗ್ಗೆ ಅರಿವು ಮೂಡಿಸಲಾಯಿತು. ಮಾಜಿ ಕೃಷಿ ಸಚಿವ ಬಿ.ಸಿ.ಪಾಟೀಲ ಮಾತನಾಡಿ, ಸಮಾಜದಲ್ಲಿ »03 [46,802,466,1101]
ad-city: ಮೈಸೂರು - 570016. [761,1377,832,1386]
zameer-photo [214,1186,324,1304]
dateline: ದಾವಣಗೆರೆ: [476,1178,502,1186]
article-water-crisis: ಕುಡಿಯುವ ನೀರಿಗೆ ವರ್ತಿ ನೀರಿನ ಮೊರೆ ಸಮಗ್ರ ಕರ್ನಾಟಕ ಸುದ್ದಿ ಹಾವೇರಿ: ಬೇಸಿಗೆಯಲ್ಲಿ ಅಂತರ್ಜಲ ಮಟ್ಟ ಕುಸಿಯುತ್ತಿರುವುದರಿಂದ ಜಿಲ್ಲೆಯ ಹಲವು ಗ್ರಾಮಗಳಲ್ಲಿ ಕುಡಿಯುವ ನೀರಿಗೆ ಹಾಹಾಕಾರ ಉಂಟಾಗಿದೆ. ಗ್ರಾಮಸ್ಥರು ನದಿ ಪಾತ್ರದಲ್ಲಿ ವರ್ತಿ ತೆಗೆದು ನೀರು ತುಂಬಿಕೊಳ್ಳುತ್ತಿದ್ದಾರೆ. ಮಹಿಳೆಯರು ಮತ್ತು ಮಕ್ಕಳು ಕೊಡಗಳನ್ನು ಹೊತ್ತು ಕಿಲೋಮೀಟರ್ ದೂರ ನಡೆದು ನೀರು ತರುವ ಸ್ಥಿತಿ ನಿರ್ಮಾಣವಾಗಿದೆ. ಬೇಸಿಗೆಯಲ್ಲಿ ಅಂತರ್ಜಲ ಮಟ್ಟ ಕುಸಿಯುತ್ತಿರುವುದರಿಂದ ಜಿಲ್ಲೆಯ ಹಲವು ಗ್ರಾಮಗಳಲ್ಲಿ ಕುಡಿಯುವ ನೀರಿಗೆ ಹಾಹಾಕಾರ ಉಂಟಾಗಿದೆ. ಗ್ರಾಮಸ್ಥರು ನದಿ ಪಾತ್ರದಲ್ಲಿ ವರ್ತಿ ತೆಗೆದು ನೀರು ತುಂಬಿಕೊಳ್ಳುತ್ತಿದ್ದಾರೆ. ಮಹಿಳೆಯರು ಮತ್ತು ಮಕ್ಕಳು ಕೊಡಗಳನ್ನು ಹೊತ್ತು ಕಿಲೋಮೀಟರ್ ದೂರ ನಡೆದು ನೀರು ತರುವ ಸ್ಥಿತಿ ನಿರ್ಮಾಣವಾಗಿದೆ. ಗ್ರಾಮದ ಜನರಿಗೆ ಕೆರೆಯಿಂದ 60 ರಷ್ಟು ಜನರು ವರ್ತಿಯ ನೀರನ್ನು ಬಳಕೆ ಮಾಡುತ್ತಾರೆ. ಕುಡಿಯುವ ನೀರಿನ ಘಟಕಗಳು ಕೆಟ್ಟು ನಿಂತಿರುವುದರಿಂದ ಸಮಸ್ಯೆ ಮತ್ತಷ್ಟು ಉಲ್ಬಣಗೊಂಡಿದೆ. ಕೂಡಲೇ ಅಧಿಕಾರಿಗಳು ಗಮನಹರಿಸಿ ಶುದ್ಧ ಕುಡಿಯುವ ನೀರಿನ ವ್ಯವಸ್ಥೆ ಕಲ್ಪಿಸಬೇಕು ಎಂದು ಗ್ರಾಮಸ್ಥರು ಒತ್ತಾಯಿಸಿದ್ದಾರೆ. ಬೇಸಿಗೆ ಆರಂಭದಿಂದ ಮುಕ್ತಾಯದವರೆಗೂ ನೀರಿನ ಸಮಸ್ಯೆ ಎದುರಾಗುತ್ತಿದ್ದು, ಶಾಶ್ವತ ಪರಿಹಾರಕ್ಕೆ ಯೋಜನೆ ರೂಪಿಸಬೇಕು. ಜಿಲ್ಲಾಡಳಿತ ಟ್ಯಾಂಕರ್ ಮೂಲಕ ನೀರು ಪೂರೈಸುವ ವ್ಯವಸ್ಥೆ ಮಾಡಬೇಕು ಎಂದು ಮನವಿ ಮಾಡಿದ್ದಾರೆ. [46,476,364,796]
byline: ಸಮಗ್ರ ಕರ್ನಾಟಕ ಸುದ್ದಿ [46,508,95,516]
dateline: ಬೆಂಗಳೂರು: [588,536,616,544]
article-body-col3: ಸರ್ಕಾರದ ಕಾರ್ಯದರ್ಶಿ ಹಿಸುತ್ತಿದ್ದರು. ಈಗ ಕುಸುಮಾ ಕುಮಾರಿ ಅವರನ್ನು ಕುಲಸಚಿವರಾಗಿ ನೇಮಕ ಮಾಡಲಾಗಿದೆ. ಕುಸುಮಾ ಕುಮಾರಿ ಅವರು 2006ರ ಬ್ಯಾಚ್ ಕೆಎಎಸ್ ಅಧಿಕಾರಿ. ಹಾಲಪ್ಪನವರ ನಂತರ ಹಲವು ಇಲಾಖೆಗಳಲ್ಲಿ ಸೇವೆ ಸಲ್ಲಿಸಿದ್ದಾರೆ. ಅನಂತರ ಕೆಲ ತಿಂಗಳು ಮೈಸೂರು ಜಿಲ್ಲಾ ಪಂಚಾಯಿತಿಯಲ್ಲಿ ಉಪ ಕಾರ್ಯದರ್ಶಿಯಾಗಿ ಕಾರ್ಯನಿರ್ವಹಿಸಿದ್ದರು. ಈ ಹಿಂದೆ ಮೈಸೂರಿನ ವಿವಿಧ ಹುದ್ದೆಗಳಲ್ಲಿ ಕೆಲಸ ಮಾಡಿದ್ದೇನೆ ಎಂದು ಹೇಳಿದರು. [810,862,896,965]
railway-photo [372,504,578,608]
headline: ಕುಡಿಯುವ ನೀರಿಗೆ ವರ್ತಿ ನೀರಿನ ಮೊರೆ [46,480,268,501]
continued-marker: »03 [452,1094,465,1101]
ad-line-1: ಸುದ್ದಿ ಹಾಗೂ [751,34,822,54]
article-kumaraswamy: ಸಿದ್ದರಾಮಯ್ಯ ಅನ್ನರಾಮಯ್ಯ ಎನ್ನುವುದಕ್ಕಿಂತ ಕನ್ನರಾಮಯ್ಯ ಎನ್ನಬಹುದು: ಹೆಚ್.ಡಿ ಕುಮಾರಸ್ವಾಮಿ ಟೀಕೆ ದಾವಣಗೆರೆ: ಕೇಂದ್ರದಿಂದ ಕೊಡುವ ಅಕ್ಕಿಯನ್ನು ನಾವೇ ಕೊಡುತ್ತಿದ್ದೇವೆ ಎಂದು ಹೇಳಿಕೊಳ್ಳುತ್ತಿರುವ ಸಿದ್ದರಾಮಯ್ಯ ಅವರನ್ನು ಅನ್ನರಾಮಯ್ಯ ಎನ್ನುವುದಕ್ಕಿಂತ ಕನ್ನರಾಮಯ್ಯ ಎನ್ನಬಹುದು ಎಂದು ಕೇಂದ್ರ ಸಚಿವ ಹೆಚ್.ಡಿ.ಕುಮಾರಸ್ವಾಮಿ ವಾಗ್ದಾಳಿ ನಡೆಸಿದರು. ರಾಜ್ಯ ಸರ್ಕಾರ ಜನರ ಮೇಲೆ ತೆರಿಗೆ ಹೊರೆ ಹೇರುತ್ತಿದೆ. ಬೆಲೆ ಏರಿಕೆಯಿಂದ ಜನಸಾಮಾನ್ಯರು ತತ್ತರಿಸಿದ್ದಾರೆ. 28 ಸಾವಿರ ಕೋಟಿ ರೂ. ಸಾಲ ಮಾಡಿ ಗ್ಯಾರಂಟಿ ಯೋಜನೆಗಳನ್ನು ಜಾರಿ ಮಾಡಲಾಗಿದೆ. ಇದು ರಾಜ್ಯದ ಆರ್ಥಿಕ ಸ್ಥಿತಿಯನ್ನು ಹದಗೆಡಿಸಿದೆ ಎಂದು ಟೀಕಿಸಿದರು. ಕೇಂದ್ರ ಸರ್ಕಾರದಿಂದ ಬರುವ ಅನುದಾನದ ಬಗ್ಗೆ ಸುಳ್ಳು ಮಾಹಿತಿ ನೀಡಲಾಗುತ್ತಿದೆ. ನಿಮ್ಮ ಹಣವನ್ನು ರಾಜ್ಯಕ್ಕೆ ತರಬೇಕು ಎಂದು ಆಗ್ರಹಿಸಿದರು. ದಾವಣಗೆರೆ ದಕ್ಷಿಣ ಕ್ಷೇತ್ರದಲ್ಲಿ ಎನ್‌ಡಿಎ ಅಭ್ಯರ್ಥಿಯ ಗೆಲುವಿಗೆ ಎಲ್ಲರೂ ಶ್ರಮಿಸಬೇಕು ಎಂದು ಮನವಿ ಮಾಡಿದರು. ಕೇಂದ್ರದಿಂದ ಕೊಡುವ ಅಕ್ಕಿಯನ್ನು ನಾವೇ ಕೊಡುತ್ತಿದ್ದೇವೆ ಎಂದು ಹೇಳಿಕೊಳ್ಳುತ್ತಿರುವ ಸಿದ್ದರಾಮಯ್ಯ ಅವರನ್ನು ಅನ್ನರಾಮಯ್ಯ ಎನ್ನುವುದಕ್ಕಿಂತ ಕನ್ನರಾಮಯ್ಯ ಎನ್ನಬಹುದು ಎಂದು ಕೇಂದ್ರ ಸಚಿವ ಹೆಚ್.ಡಿ.ಕುಮಾರಸ್ವಾಮಿ ವಾಗ್ದಾಳಿ ನಡೆಸಿದರು. ರಾಜ್ಯ ಸರ್ಕಾರ ಜನರ ಮೇಲೆ ತೆರಿಗೆ ಹೊರೆ ಹೇರುತ್ತಿದೆ. ಬೆಲೆ ಏರಿಕೆಯಿಂದ ಜನಸಾಮಾನ್ಯರು ತತ್ತರಿಸಿದ್ದಾರೆ. 28 ಸಾವಿರ ಕೋಟಿ ರೂ. ಸಾಲ ಮಾಡಿ ಗ್ಯಾರಂಟಿ ಯೋಜನೆಗಳನ್ನು ಜಾರಿ ಮಾಡಲಾಗಿದೆ. ಇದು ರಾಜ್ಯದ ಆರ್ಥಿಕ ಸ್ಥಿತಿಯನ್ನು ಹದಗೆಡಿಸಿದೆ ಎಂದು ಟೀಕಿಸಿದರು. P ಪಿ.ಎಂ.ಇ.ಎಸ್. ಮೈಸೂರು ಸೆಪ್ಟೆಂಬರ ತರಬೇತಿಗೆ ನೋಂದಣಿ ಪ್ರಾರಂಭವಾಗಿದೆ SSLC, PUC (Fail / Pass), ITI ವಿದ್ಯಾರ್ಥಿಗಳಿಗಾಗಿ ವಿಳಾಸ: ಕೇಂದ್ರೀಯ ಪೆಟ್ರೋಕೆಮಿಕಲ್ಸ್ ಇಂಜಿನಿಯರಿಂಗ್ ಮತ್ತು ತಂತ್ರಜ್ಞಾನ ಸಂಸ್ಥೆ ಮೈಸೂರು - 570016. 7259622928 / 7259681532 [474,1110,898,1420]
masthead-districts: ಹಾವೇರಿ, ಗದಗ, ಧಾರವಾಡ, ದಾವಣಗೆರೆ, ವಿಜಯನಗರ ಜಿಲ್ಲೆಗಳಲ್ಲಿ ಪ್ರಸಾರವುಳ್ಳ ಕನ್ನಡ ದಿನಪತ್ರಿಕೆ [46,186,243,194]
registration-mark [20,568,34,582]
article-body: ಹಾವೇರಿ ವಿಶ್ವವಿದ್ಯಾಲಯದ ಸಿಂಡಿಕೇಟ್ ಸಭೆಯಲ್ಲಿ ನನಗೆ ಗೌರವ ಡಾಕ್ಟರೇಟ್ ನೀಡಲು ತೀರ್ಮಾನಿಸಿರುವುದಕ್ಕೆ ಕುಲಪತಿಗಳು, ಉಪಕುಲಪತಿಗಳು, ಕುಲಸಚಿವರು ಹಾಗೂ ಸಿಂಡಿಕೇಟ್ ಸದಸ್ಯರಿಗೆ ಹೃತ್ಪೂರ್ವಕ ಕೃತಜ್ಞತೆಗಳು ಮತ್ತು ಧನ್ಯವಾದಗಳು. ನಾನು ಗೌರವ ಡಾಕ್ಟರೇಟ್ ಸ್ವೀಕರಿಸುವುದಿಲ್ಲವೆಂದು ಈಗಾಗಲೇ ಕುಲಪತಿಗಳಿಗೆ ತಿಳಿಸಿದ್ದೇನೆ ಎಂದು ಮಾಜಿ ಮುಖ್ಯಮಂತ್ರಿ ಹಾಗೂ ಸಂಸದ ಬಸವರಾಜ ಬೊಮ್ಮಾಯಿ ತಿಳಿಸಿದ್ದಾರೆ. ಈ ಕುರಿತು ಪತ್ರಿಕಾ ಹೇಳಿಕೆ ನೀಡಿರುವ ಅವರು, ನಾನು ಸಾರ್ವಜನಿಕ ಸೇವೆಯಲ್ಲಿ ಇರುವುದರಿಂದ, ಸಾರ್ವಜನಿಕ ಸೇವೆಗೆ ಯಾವುದೇ ಪ್ರಶಸ್ತಿಯನ್ನು ಅಪೇಕ್ಷಿಸುವುದಿಲ್ಲ. ಸಾರ್ವಜನಿಕ ಸೇವೆಯೇ ನನಗೆ ನೀಡುವ ಎಲ್ಲದಕ್ಕಿಂತ ಅತ್ಯಂತ ದೊಡ್ಡ ಗೌರವವೆಂದು ಭಾವಿಸುತ್ತೇನೆ. ಅದ್ದರಿಂದ [182,301,382,370]
training-ad [696,1226,896,1418]
masthead-subtitle-en: Daily News Paper [470,168,549,178]
headline: ಮಾಸೂರ ಗ್ರಾಮದಲ್ಲಿ ಮಹಿಳಾ ದಿನಾಚರಣೆ [46,802,367,830]
article-body-col2: ಪ್ರಧಾನ ಕಾರ್ಯದರ್ಶಿ ರವೀಂದ್ರಗೌಡ ಪಾಟೀಲ ಮಾತನಾಡಿದರು. ವಿಶ್ವವಿದ್ಯಾಲಯದ ಕುಲಪತಿಗಳು ಈ ಕುರಿತು ಗಮನಹರಿಸಿ ಕ್ಯಾಂಪಸ್‌ನಲ್ಲಿಯೇ ಕಾರ್ಯಕ್ರಮ ಆಯೋಜಿಸಬೇಕು. ಇಲ್ಲದಿದ್ದಲ್ಲಿ ಹೋರಾಟ ಅನಿವಾರ್ಯವಾಗಲಿದೆ ಎಂದು ಎಚ್ಚರಿಸಿದರು. ಸಭೆಯಲ್ಲಿ ಅರುಣ ನಾಗನೂರ, ಚಂದ್ರಪ್ಪ ಬೇಡರ, ಮಲ್ಲಿಕಾರ್ಜುನ ಬಳ್ಳಾರಿ, ಶಿವಾನಂದ ಗಾಣಿಗೇರ, ಮಹೇಶ ಕಾಳೆ, ರಾಜು ಹಾವನೂರ ಸೇರಿದಂತೆ ವಿವಿಧ ಸಂಘಟನೆಗಳ ಪದಾಧಿಕಾರಿಗಳು, ಕಾರ್ಯಕರ್ತರು ಭಾಗವಹಿಸಿದ್ದರು. [786,286,896,372]
registration-mark [20,680,34,694]
article-bommai [46,226,582,472]
registration-mark [912,913,926,927]
bommai-photo [46,286,176,428]
contact-ad-box [732,30,900,208]
dateline: ಹಾವೇರಿ: [46,517,66,525]
ad-logo-icon: P [703,1231,721,1249]
